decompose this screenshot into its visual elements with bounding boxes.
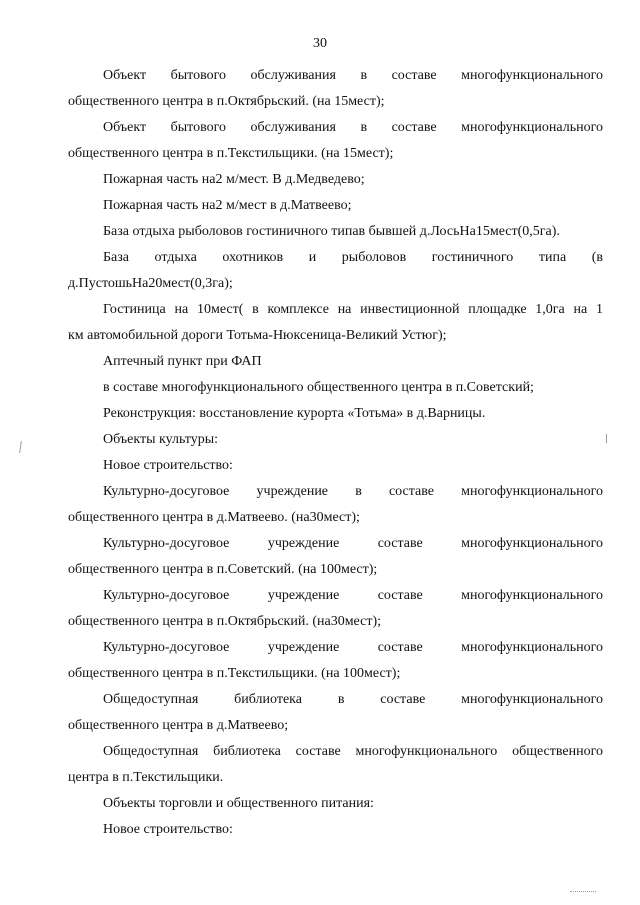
paragraph-continuation: общественного центра в п.Октябрьский. (на30мест); — [68, 614, 382, 629]
paragraph-first-line: Общедоступная библиотека в составе многофункционального — [103, 692, 603, 707]
paragraph-first-line: Объект бытового обслуживания в составе многофункционального — [103, 68, 603, 83]
paragraph-first-line: Гостиница на 10мест( в комплексе на инвестиционной площадке 1,0га на 1 — [103, 302, 603, 317]
scan-artifact — [570, 891, 596, 896]
paragraph-first-line: Реконструкция: восстановление курорта «Тотьма» в д.Варницы. — [103, 406, 486, 421]
paragraph-continuation: общественного центра в п.Советский. (на 100мест); — [68, 562, 378, 577]
paragraph-continuation: общественного центра в д.Матвеево; — [68, 718, 289, 733]
paragraph-first-line: Культурно-досуговое учреждение составе многофункционального — [103, 588, 603, 603]
section-subheading: Новое строительство: — [103, 458, 233, 473]
paragraph-first-line: Объект бытового обслуживания в составе многофункционального — [103, 120, 603, 135]
paragraph-first-line: в составе многофункционального общественного центра в п.Советский; — [103, 380, 534, 395]
margin-mark — [606, 434, 607, 443]
paragraph-continuation: км автомобильной дороги Тотьма-Нюксеница-Великий Устюг); — [68, 328, 447, 343]
paragraph-first-line: Пожарная часть на2 м/мест. В д.Медведево; — [103, 172, 365, 187]
section-subheading: Новое строительство: — [103, 822, 233, 837]
paragraph-first-line: Культурно-досуговое учреждение составе многофункционального — [103, 536, 603, 551]
paragraph-continuation: центра в п.Текстильщики. — [68, 770, 224, 785]
paragraph-first-line: База отдыха охотников и рыболовов гостиничного типа (в — [103, 250, 603, 265]
paragraph-first-line: Общедоступная библиотека составе многофункционального общественного — [103, 744, 603, 759]
paragraph-first-line: Аптечный пункт при ФАП — [103, 354, 262, 369]
paragraph-continuation: д.ПустошьНа20мест(0,3га); — [68, 276, 233, 291]
section-heading: Объекты культуры: — [103, 432, 219, 447]
paragraph-first-line: Культурно-досуговое учреждение составе многофункционального — [103, 640, 603, 655]
paragraph-continuation: общественного центра в п.Текстильщики. (на 100мест); — [68, 666, 401, 681]
margin-mark — [19, 441, 22, 453]
paragraph-first-line: Пожарная часть на2 м/мест в д.Матвеево; — [103, 198, 352, 213]
paragraph-continuation: общественного центра в п.Текстильщики. (на 15мест); — [68, 146, 394, 161]
paragraph-first-line: Культурно-досуговое учреждение в составе многофункционального — [103, 484, 603, 499]
paragraph-continuation: общественного центра в п.Октябрьский. (на 15мест); — [68, 94, 385, 109]
page-number: 30 — [313, 36, 327, 51]
section-heading: Объекты торговли и общественного питания: — [103, 796, 374, 811]
paragraph-continuation: общественного центра в д.Матвеево. (на30мест); — [68, 510, 360, 525]
paragraph-first-line: База отдыха рыболовов гостиничного типав бывшей д.ЛосьНа15мест(0,5га). — [103, 224, 560, 239]
